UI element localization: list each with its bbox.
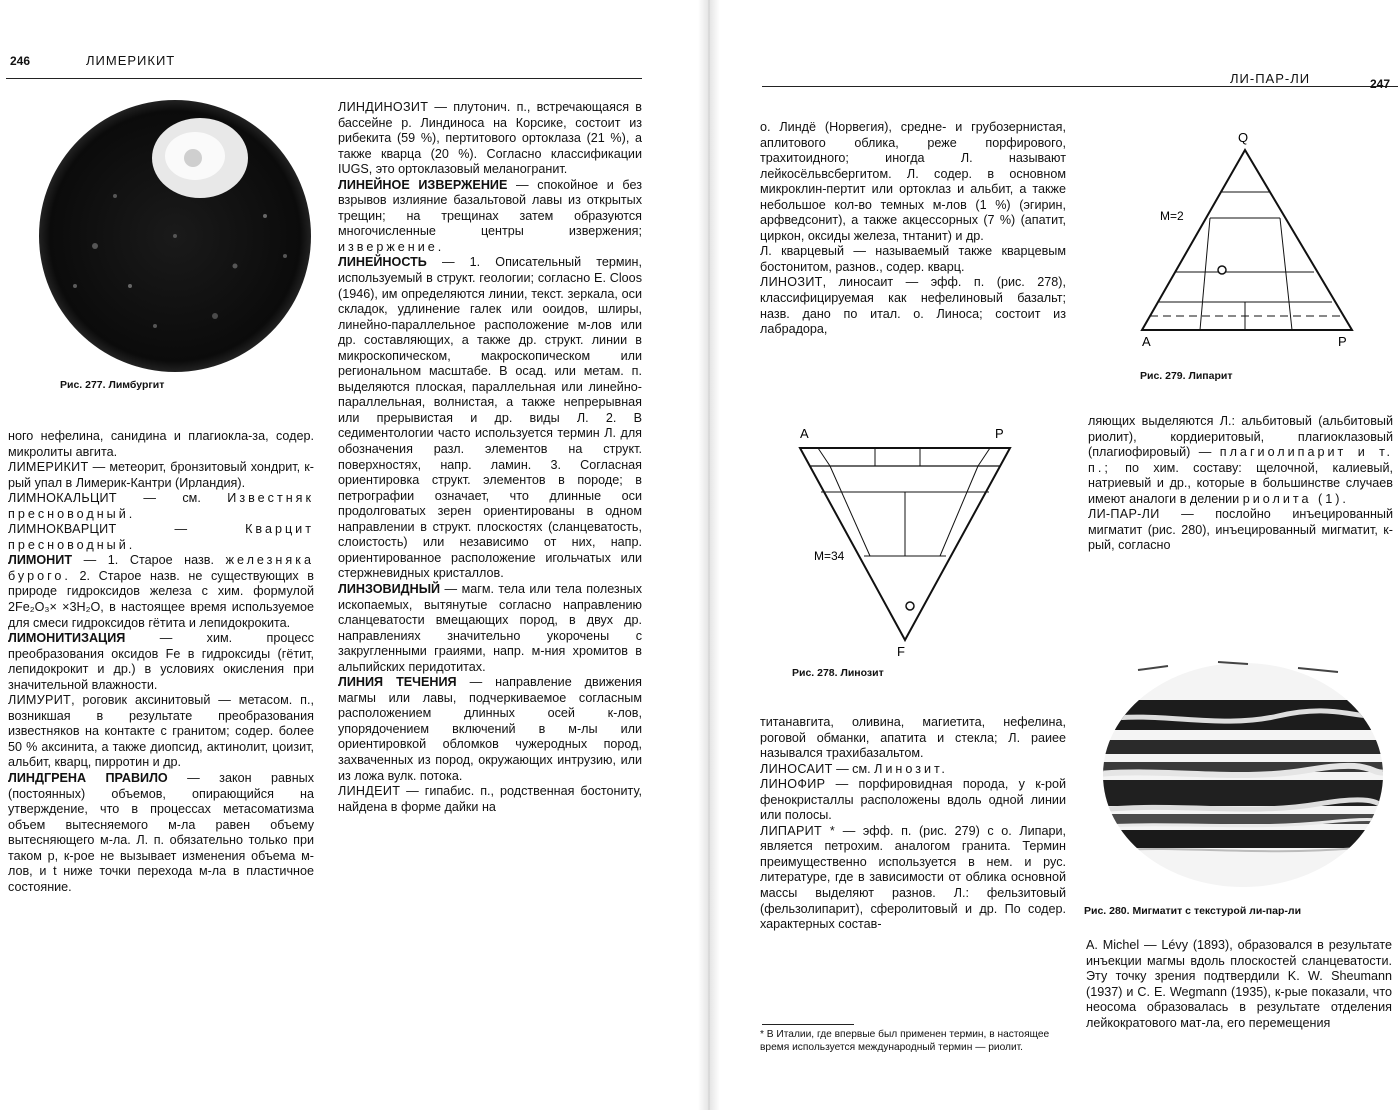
- left-column-2: [338, 100, 642, 815]
- figure-278-caption: Рис. 278. Линозит: [792, 667, 884, 679]
- footnote-rule: [762, 1024, 854, 1025]
- entry-li-par-li-continuation: A. Michel — Lévy (1893), образовался в результате инъекции магмы вдоль плоскостей сланцеватости. Эту точку зрения подтвердили K. W. Sheumann (1937) и C. E. Wegmann (1935), к-рые показали, что неосома образовалась в результате отделения лейкократового мат-ла, его перемещения: [1086, 938, 1392, 1030]
- entry-limnokvarcit: ЛИМНОКВАРЦИТ — Кварцит пресноводный.: [8, 522, 314, 552]
- right-column-3-bottom: [760, 715, 1066, 933]
- entry-linzovidnyi: ЛИНЗОВИДНЫЙ — магм. тела или тела полезных ископаемых, вытянутые согласно направлению сланцеватости вмещающих пород, в двух др. направлениях значительно укорочены с закругленными граиями, напр. м-ния хромитов в альпийских перидотитах.: [338, 581, 642, 674]
- right-column-4-bottom: [1086, 938, 1392, 1031]
- right-column-4-mid: [1088, 414, 1393, 554]
- entry-linofir: ЛИНОФИР — порфировидная порода, у к-рой фенокристаллы расположены вдоль одной линии или полосы.: [760, 777, 1066, 823]
- entry-li-par-li: ЛИ-ПАР-ЛИ — послойно инъецированный мигматит (рис. 280), инъецированный мигматит, к-рый, согласно: [1088, 507, 1393, 553]
- m-label: M=2: [1160, 209, 1184, 223]
- entry-liniya-techeniya: ЛИНИЯ ТЕЧЕНИЯ — направление движения магмы или лавы, подчеркиваемое согласным расположением длинных осей к-лов, упорядочением включений в м-лы или ориентировкой обломков чужеродных пород, захваченных из пород, окружающих интрузию, или из ложа вулк. потока.: [338, 675, 642, 783]
- figure-280-migmatite-photo: [1098, 650, 1388, 895]
- entry-limnokalcit: ЛИМНОКАЛЬЦИТ — см. Известняк пресноводный.: [8, 491, 314, 521]
- vertex-label-q: Q: [1238, 130, 1249, 145]
- m-label: M=34: [814, 549, 845, 563]
- entry-continuation: ного нефелина, санидина и плагиокла-за, содер. микролиты авгита.: [8, 429, 314, 459]
- vertex-label-p: P: [1338, 334, 1347, 349]
- header-rule-left: [6, 78, 642, 79]
- page-number-left: 246: [10, 54, 31, 68]
- entry-liparit: ЛИПАРИТ * — эфф. п. (рис. 279) с о. Липари, является петрохим. аналогом гранита. Термин преимущественно используется в нем. и рус. литературе, где в зависимости от облика основной массы выделяют разнов. Л.: фельзитовый (фельзолипарит), сферолитовый и др. По содер. характерных состав-: [760, 823, 1067, 932]
- figure-279-liparit-diagram: [1130, 100, 1360, 356]
- entry-lindgren-rule: ЛИНДГРЕНА ПРАВИЛО — закон равных (постоянных) объемов, опирающийся на утверждение, что в процессах метасоматизма объем вытесняемого м-ла равен объему вытесняющего м-ла. Л. п. обязательно только при таком p, к-рое не вызывает изменения объема м-лов, и t ниже точки перехода м-ла в пластичное состояние.: [8, 771, 314, 894]
- entry-lineinoe-izverzhenie: ЛИНЕЙНОЕ ИЗВЕРЖЕНИЕ — спокойное и без взрывов излияние базальтовой лавы из открытых трещин; на трещинах затем образуются многочисленные центры извержения; извержение.: [338, 177, 642, 254]
- entry-liparit-continuation: ляющих выделяются Л.: альбитовый (альбитовый риолит), кордиеритовый, плагиоклазовый (плагиофировый) — плагиолипарит и т. п.; по хим. составу: щелочной, калиевый, натриевый и др., которые в большинстве случаев имеют аналоги в делении риолита (1).: [1088, 414, 1393, 506]
- entry-limonitizaciya: ЛИМОНИТИЗАЦИЯ — хим. процесс преобразования оксидов Fe в гидроксиды (гётит, лепидокрокит и др.) в условиях окисления при значительной влажности.: [8, 631, 314, 692]
- entry-linozit: ЛИНОЗИТ, линосаит — эфф. п. (рис. 278), классифицируемая как нефелиновый базальт; назв. дано по итал. о. Линоса; состоит из лабрадора,: [760, 275, 1066, 337]
- figure-277-caption: Рис. 277. Лимбургит: [60, 379, 165, 391]
- entry-linozit-continuation: титанавгита, оливина, магиетита, нефелина, роговой обманки, апатита и стекла; Л. раиее назывался трахибазальтом.: [760, 715, 1066, 761]
- vertex-label-f: F: [897, 644, 905, 658]
- header-rule-right: [762, 86, 1398, 87]
- entry-lindeit: ЛИНДЕИТ — гипабис. п., родственная бостониту, найдена в форме дайки на: [338, 784, 642, 814]
- entry-lindinozit: ЛИНДИНОЗИТ — плутонич. п., встречающаяся в бассейне р. Линдиноса на Корсике, состоит из рибекита (59 %), пертитового ортоклаза (21 %), а также кварца (20 %). Согласно классификации IUGS, это ортоклазовый меланогранит.: [338, 100, 642, 177]
- entry-lineinost: ЛИНЕЙНОСТЬ — 1. Описательный термин, используемый в структ. геологии; согласно E. Cloos (1946), им определяются линии, текст. зеркала, оси складок, удлинение галек или ооидов, шлиры, линейно-параллельное расположение м-лов или др. составляющих, а также др. структ. линии в микроскопическом, макроскопическом или региональном масштабе. В осад. или метам. п. выделяются плоская, параллельная или линейно-параллельная, волнистая, а также непрерывная или прерывистая и др. виды Л. 2. В седиментологии часто используется термин Л. для обозначения разл. элементов на структ. поверхностях, напр. ламин. 3. Согласная ориентировка структ. элементов в породе; в петрографии означает, что длинные оси продолговатых зерен ориентированы в одном направлении в структ. плоскостях (сланцеватость, слоистость) или независимо от них, напр. ориентированное расположение игольчатых или стержневидных кристаллов.: [338, 255, 642, 581]
- right-page: [700, 0, 1398, 1110]
- entry-lindeit-continuation: о. Линдё (Норвегия), средне- и грубозернистая, аплитового облика, реже порфирового, трахитоидного; иногда Л. называют лейкосёльвсбергитом. Л. содер. в основном микроклин-пертит или ортоклаз и альбит, а также небольшое кол-во темных м-лов (1 %) (эгирин, арфведсонит), а также акцессорных (7 %) (апатит, циркон, оксиды железа, тнтанит) и др.: [760, 120, 1066, 243]
- figure-280-caption: Рис. 280. Мигматит с текстурой ли-пар-ли: [1084, 905, 1302, 917]
- right-column-3-top: [760, 120, 1066, 338]
- footnote: * В Италии, где впервые был применен термин, в настоящее время используется международный термин — риолит.: [760, 1029, 1050, 1053]
- entry-limonit: ЛИМОНИТ — 1. Старое назв. железняка бурого. 2. Старое назв. не существующих в природе гидроксидов железа с хим. формулой 2Fe₂O₃× ×3H₂O, в настоящее время используемое для смеси гидроксидов гётита и лепидокрокита.: [8, 553, 314, 630]
- figure-279-caption: Рис. 279. Липарит: [1140, 370, 1233, 382]
- figure-278-linozit-diagram: [790, 418, 1030, 658]
- left-column-1: [8, 429, 314, 895]
- running-head-left: ЛИМЕРИКИТ: [86, 53, 176, 68]
- vertex-label-a: A: [800, 426, 809, 441]
- running-head-right: ЛИ-ПАР-ЛИ: [1230, 71, 1311, 86]
- vertex-label-a: A: [1142, 334, 1151, 349]
- page-number-right: 247: [1370, 77, 1391, 91]
- entry-limerikit: ЛИМЕРИКИТ — метеорит, бронзитовый хондрит, к-рый упал в Лимерик-Кантри (Ирландия).: [8, 460, 314, 490]
- vertex-label-p: P: [995, 426, 1004, 441]
- entry-linosait: ЛИНОСАИТ — см. Линозит.: [760, 761, 948, 776]
- figure-277-limburgite-photo: [35, 96, 315, 376]
- entry-l-kvarcevyi: Л. кварцевый — называемый также кварцевым бостонитом, разнов., содер. кварц.: [760, 244, 1066, 274]
- entry-limurit: ЛИМУРИТ, роговик аксинитовый — метасом. п., возникшая в результате преобразования известняков на контакте с гранитом; содер. более 50 % аксинита, а также диопсид, актинолит, цоизит, альбит, кварц, пирротин и др.: [8, 693, 314, 770]
